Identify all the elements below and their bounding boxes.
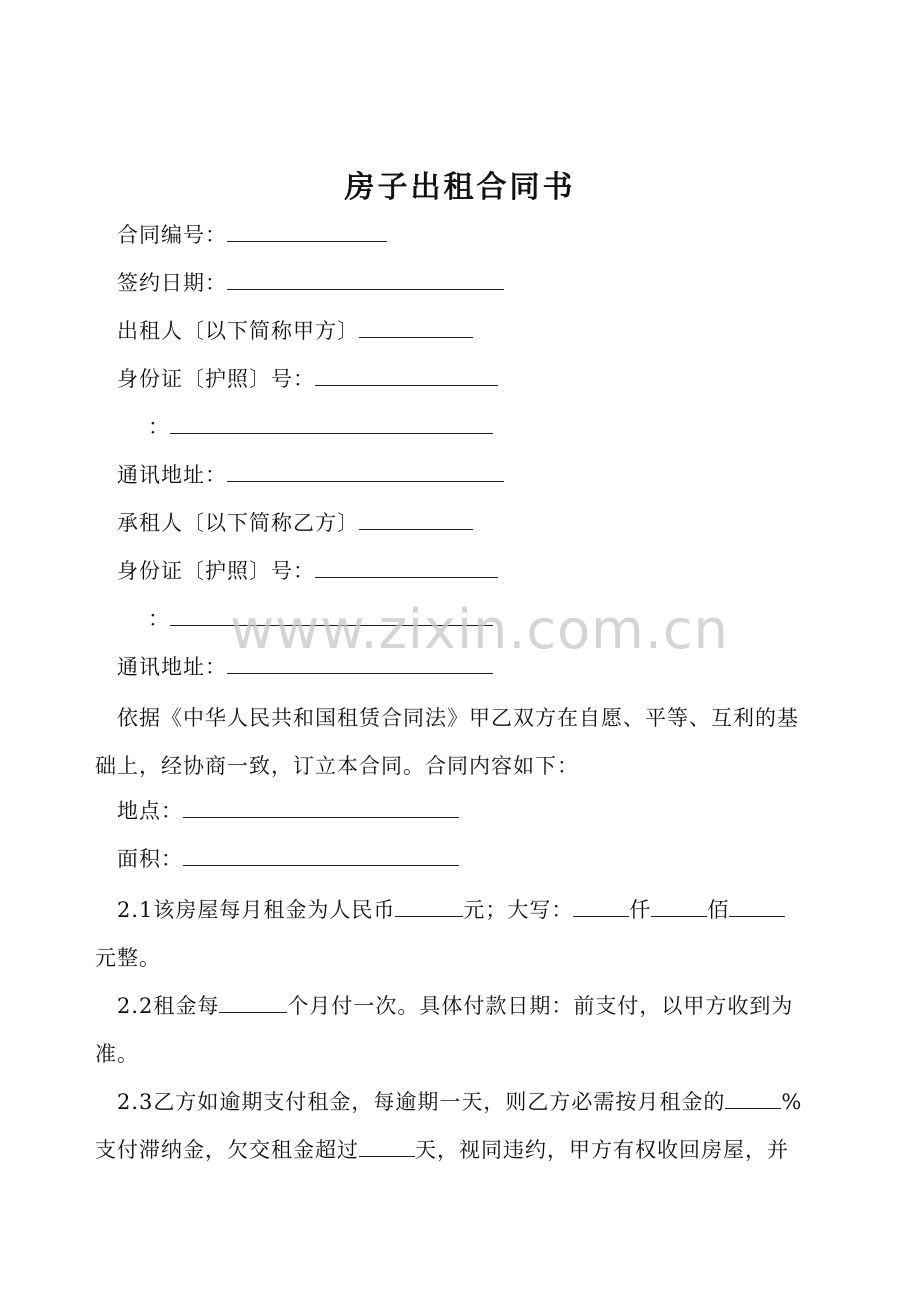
clause-2-3-text-b: % — [781, 1090, 803, 1114]
sign-date-blank — [227, 271, 504, 290]
intro-paragraph — [95, 694, 835, 790]
clause-2-1-text-d: 佰 — [707, 898, 730, 922]
clause-2-2-text-b: 个月付一次。具体付款日期：前支付，以甲方收到为 — [287, 994, 794, 1018]
clause-2-1-text-c: 仟 — [629, 898, 652, 922]
clause-2-2-text-c: 准。 — [95, 1042, 139, 1066]
lessee-id-label: 身份证〔护照〕号： — [117, 559, 315, 583]
lessor-colon-line — [148, 412, 493, 442]
lessor-blank — [359, 319, 473, 338]
lessor-line — [117, 316, 473, 346]
sign-date-label: 签约日期： — [117, 271, 227, 295]
unit-blank — [729, 898, 785, 917]
lessor-address-label: 通讯地址： — [117, 463, 227, 487]
clause-2-3-text-a: 2.3乙方如逾期支付租金，每逾期一天，则乙方必需按月租金的 — [117, 1090, 726, 1114]
clause-2-3-text-d: 天，视同违约，甲方有权收回房屋，并 — [415, 1138, 789, 1162]
location-line — [117, 796, 459, 826]
lessee-label: 承租人〔以下简称乙方〕 — [117, 511, 359, 535]
document-title: 房子出租合同书 — [344, 170, 576, 205]
clause-2-2 — [95, 982, 835, 1078]
lessor-id-line — [117, 364, 498, 394]
sign-date-line — [117, 268, 504, 298]
area-line — [117, 844, 459, 874]
contract-number-line — [117, 220, 387, 250]
overdue-days-blank — [359, 1138, 415, 1157]
rent-amount-blank — [395, 898, 463, 917]
lessor-id-blank — [315, 367, 498, 386]
clause-2-3-text-c: 支付滞纳金，欠交租金超过 — [95, 1138, 359, 1162]
watermark: www.zixin.com.cn — [230, 598, 729, 661]
area-label: 面积： — [117, 847, 183, 871]
clause-2-2-text-a: 2.2租金每 — [117, 994, 220, 1018]
thousand-blank — [573, 898, 629, 917]
lessee-colon-label: ： — [148, 607, 170, 631]
late-fee-percent-blank — [725, 1090, 781, 1109]
contract-number-label: 合同编号： — [117, 223, 227, 247]
clause-2-1-text-a: 2.1该房屋每月租金为人民币 — [117, 898, 396, 922]
intro-line-1: 依据《中华人民共和国租赁合同法》甲乙双方在自愿、平等、互利的基 — [117, 706, 799, 730]
location-label: 地点： — [117, 799, 183, 823]
lessor-colon-label: ： — [148, 415, 170, 439]
clause-2-3 — [95, 1078, 835, 1174]
lessee-id-line — [117, 556, 498, 586]
lessor-id-label: 身份证〔护照〕号： — [117, 367, 315, 391]
lessor-label: 出租人〔以下简称甲方〕 — [117, 319, 359, 343]
lessee-blank — [359, 511, 473, 530]
lessor-address-blank — [227, 463, 504, 482]
lessor-address-line — [117, 460, 504, 490]
clause-2-1-text-b: 元；大写： — [463, 898, 574, 922]
area-blank — [183, 847, 459, 866]
lessee-line — [117, 508, 473, 538]
lessee-address-label: 通讯地址： — [117, 655, 227, 679]
hundred-blank — [651, 898, 707, 917]
contract-number-blank — [227, 223, 387, 242]
location-blank — [183, 799, 459, 818]
clause-2-1 — [95, 886, 835, 982]
lessee-id-blank — [315, 559, 498, 578]
lessor-colon-blank — [170, 415, 493, 434]
intro-line-2: 础上，经协商一致，订立本合同。合同内容如下： — [95, 754, 579, 778]
payment-period-blank — [219, 994, 287, 1013]
clause-2-1-text-e: 元整。 — [95, 946, 161, 970]
